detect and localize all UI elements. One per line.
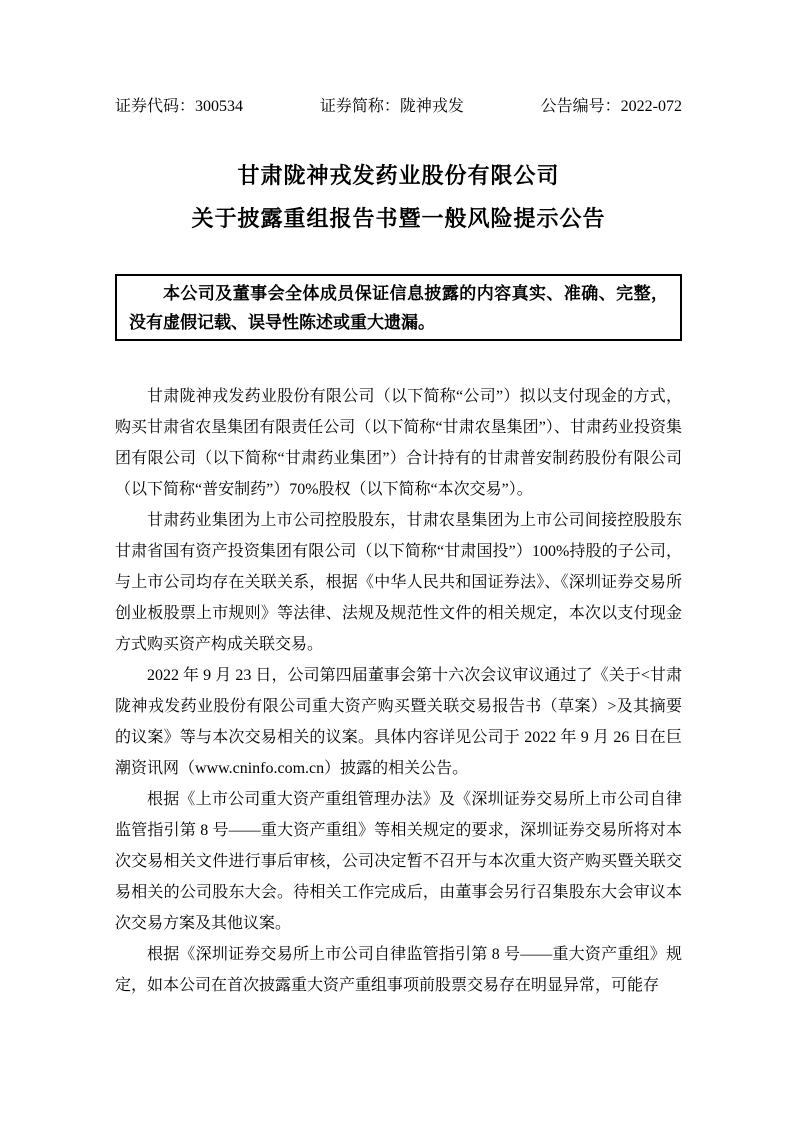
paragraph-trading-abnormality: 根据《深圳证券交易所上市公司自律监管指引第 8 号——重大资产重组》规定，如本公司在首次披露重大资产重组事项前股票交易存在明显异常，可能存 bbox=[115, 946, 682, 994]
stock-short-name-value: 陇神戎发 bbox=[399, 98, 464, 115]
announcement-number-label: 公告编号： bbox=[540, 98, 621, 115]
announcement-title-line: 关于披露重组报告书暨一般风险提示公告 bbox=[191, 206, 606, 231]
page-content bbox=[115, 0, 682, 1001]
board-statement-box bbox=[115, 274, 682, 341]
stock-code bbox=[115, 96, 243, 118]
stock-short-name-label: 证券简称： bbox=[319, 98, 400, 115]
paragraph-transaction-summary: 甘肃陇神戎发药业股份有限公司（以下简称“公司”）拟以支付现金的方式，购买甘肃省农垦集团有限责任公司（以下简称“甘肃农垦集团”）、甘肃药业投资集团有限公司（以下简称“甘肃药业集团”）合计持有的甘肃普安制药股份有限公司（以下简称“普安制药”）70%股权（以下简称“本次交易”）。 bbox=[115, 388, 682, 498]
page-title bbox=[115, 154, 682, 240]
paragraph-board-meeting: 2022 年 9 月 23 日，公司第四届董事会第十六次会议审议通过了《关于<甘肃陇神戎发药业股份有限公司重大资产购买暨关联交易报告书（草案）>及其摘要的议案》等与本次交易相关的议案。具体内容详见公司于 2022 年 9 月 26 日在巨潮资讯网（www.cninfo.com.cn）披露的相关公告。 bbox=[115, 667, 682, 777]
stock-code-label: 证券代码： bbox=[115, 98, 196, 115]
stock-short-name bbox=[320, 96, 464, 118]
document-header bbox=[115, 0, 682, 118]
document-body bbox=[115, 381, 682, 1001]
board-statement-text: 本公司及董事会全体成员保证信息披露的内容真实、准确、完整，没有虚假记载、误导性陈述或重大遗漏。 bbox=[129, 284, 668, 332]
announcement-number bbox=[541, 96, 682, 118]
stock-code-value: 300534 bbox=[195, 98, 244, 115]
paragraph-review-arrangement: 根据《上市公司重大资产重组管理办法》及《深圳证券交易所上市公司自律监管指引第 8 号——重大资产重组》等相关规定的要求，深圳证券交易所将对本次交易相关文件进行事后审核，公司决定暂不召开与本次重大资产购买暨关联交易相关的公司股东大会。待相关工作完成后，由董事会另行召集股东大会审议本次交易方案及其他议案。 bbox=[115, 791, 682, 932]
company-name-title-line: 甘肃陇神戎发药业股份有限公司 bbox=[237, 163, 560, 188]
paragraph-related-party: 甘肃药业集团为上市公司控股股东，甘肃农垦集团为上市公司间接控股股东甘肃省国有资产投资集团有限公司（以下简称“甘肃国投”）100%持股的子公司，与上市公司均存在关联关系，根据《中华人民共和国证券法》、《深圳证券交易所创业板股票上市规则》等法律、法规及规范性文件的相关规定，本次以支付现金方式购买资产构成关联交易。 bbox=[115, 512, 682, 653]
announcement-number-value: 2022-072 bbox=[620, 98, 682, 115]
